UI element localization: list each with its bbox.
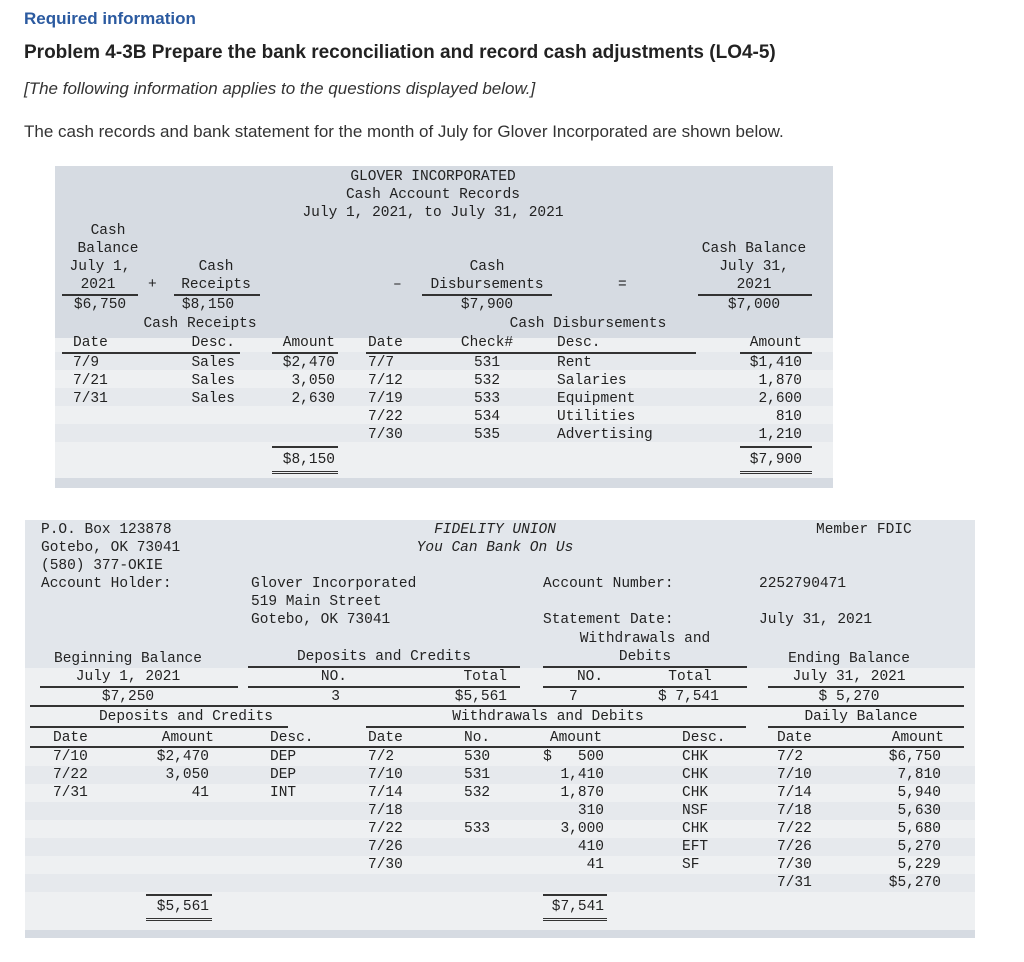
table-cell: $6,750 (888, 749, 941, 765)
intro-text: The cash records and bank statement for the month of July for Glover Incorporated are shown below. (24, 122, 784, 141)
table-row: 7/26 (777, 839, 812, 855)
table-row: 7/7 (368, 355, 395, 371)
receipts-total: $8,150 (282, 452, 335, 468)
dep-header-amount: Amount (161, 730, 214, 746)
disbursements-value: $7,900 (460, 297, 514, 313)
bank-phone: (580) 377-OKIE (41, 558, 163, 574)
table-row: 7/18 (368, 803, 403, 819)
table-cell: DEP (270, 749, 297, 765)
beg-balance-label: July 1, (69, 259, 131, 275)
table-cell: 5,940 (897, 785, 941, 801)
summary-beg-label: July 1, 2021 (75, 669, 181, 685)
table-cell: 1,870 (560, 785, 604, 801)
deposits-title: Deposits and Credits (98, 709, 274, 725)
table-cell: 5,270 (897, 839, 941, 855)
summary-end-value: $ 5,270 (818, 689, 880, 705)
summary-withdrawals-no: 7 (569, 689, 578, 705)
table-row: 7/31 (777, 875, 812, 891)
end-balance-value: $7,000 (727, 297, 781, 313)
table-cell: 530 (464, 749, 491, 765)
receipts-header-date: Date (73, 335, 108, 351)
summary-deposits-no-label: NO. (320, 669, 347, 685)
table-cell: Salaries (557, 373, 627, 389)
summary-withdrawals-total: $ 7,541 (658, 689, 719, 705)
receipts-header-desc: Desc. (191, 335, 235, 351)
table-cell: 310 (577, 803, 604, 819)
summary-beg-label: Beginning Balance (54, 651, 202, 667)
bank-name: FIDELITY UNION (434, 522, 556, 538)
table-cell: Equipment (557, 391, 636, 407)
disbursements-label: Cash (469, 259, 505, 275)
table-cell: 5,229 (897, 857, 941, 873)
receipts-value: $8,150 (181, 297, 235, 313)
table-cell: EFT (682, 839, 709, 855)
account-number-value: 2252790471 (759, 576, 847, 592)
summary-deposits-no: 3 (331, 689, 340, 705)
table-cell: 534 (473, 409, 501, 425)
beg-balance-label: 2021 (80, 277, 116, 293)
summary-deposits-label: Deposits and Credits (296, 649, 472, 665)
table-cell: Rent (557, 355, 592, 371)
disb-header-amount: Amount (749, 335, 802, 351)
table-row: 7/22 (53, 767, 88, 783)
table-cell: 3,050 (291, 373, 335, 389)
bank-address-line: P.O. Box 123878 (41, 522, 172, 538)
table-cell: 2,600 (758, 391, 802, 407)
table-row: 7/14 (777, 785, 812, 801)
table-cell: 410 (577, 839, 604, 855)
table-row: 7/30 (368, 427, 403, 443)
table-cell: $2,470 (156, 749, 209, 765)
company-title: GLOVER INCORPORATED (350, 169, 516, 185)
dep-header-desc: Desc. (270, 730, 314, 746)
table-cell: 531 (473, 355, 501, 371)
disbursements-total: $7,900 (749, 452, 802, 468)
table-cell: CHK (682, 821, 709, 837)
receipts-header-amount: Amount (282, 335, 335, 351)
summary-end-label: July 31, 2021 (792, 669, 906, 685)
summary-deposits-total-label: Total (463, 669, 507, 685)
table-cell: 2,630 (291, 391, 335, 407)
table-cell: $5,270 (888, 875, 941, 891)
summary-end-label: Ending Balance (788, 651, 910, 667)
bank-slogan: You Can Bank On Us (416, 540, 574, 556)
table-cell: 7,810 (897, 767, 941, 783)
beg-balance-label: Cash (90, 223, 126, 239)
table-cell: 532 (464, 785, 491, 801)
disb-header-date: Date (368, 335, 403, 351)
table-cell: 3,050 (165, 767, 209, 783)
table-row: 7/22 (368, 409, 403, 425)
wd-header-amount: Amount (549, 730, 603, 746)
table-cell: SF (682, 857, 700, 873)
wd-header-no: No. (464, 730, 491, 746)
account-number-label: Account Number: (543, 576, 674, 592)
statement-date-label: Statement Date: (543, 612, 674, 628)
table-row: 7/22 (777, 821, 812, 837)
table-row: 7/14 (368, 785, 403, 801)
table-cell: 1,210 (758, 427, 802, 443)
table-cell: 5,630 (897, 803, 941, 819)
account-holder-label: Account Holder: (41, 576, 172, 592)
summary-beg-value: $7,250 (101, 689, 155, 705)
table-cell: Utilities (557, 409, 636, 425)
table-cell: 1,870 (758, 373, 802, 389)
table-cell: 41 (586, 857, 604, 873)
table-cell: 3,000 (560, 821, 604, 837)
required-information-heading: Required information (24, 9, 196, 28)
summary-withdrawals-no-label: NO. (576, 669, 604, 685)
disb-header-desc: Desc. (557, 335, 601, 351)
bank-address-line: Gotebo, OK 73041 (41, 540, 181, 556)
end-balance-label: Cash Balance (701, 241, 807, 257)
end-balance-label: July 31, (719, 259, 789, 275)
holder-city: Gotebo, OK 73041 (251, 612, 391, 628)
holder-name: Glover Incorporated (251, 576, 417, 592)
table-row: 7/10 (368, 767, 403, 783)
withdrawals-title: Withdrawals and Debits (452, 709, 644, 725)
table-cell: 533 (473, 391, 501, 407)
minus-sign: – (393, 277, 402, 293)
equals-sign: = (618, 277, 627, 293)
withdrawals-total: $7,541 (551, 899, 604, 915)
deposits-total: $5,561 (156, 899, 209, 915)
table-cell: 531 (464, 767, 491, 783)
table-cell: 532 (473, 373, 501, 389)
table-row: 7/31 (53, 785, 88, 801)
table-row: 7/2 (368, 749, 395, 765)
applies-note: [The following information applies to the questions displayed below.] (24, 79, 536, 98)
plus-sign: + (148, 277, 157, 293)
problem-title: Problem 4-3B Prepare the bank reconciliation and record cash adjustments (LO4-5) (24, 42, 776, 63)
table-row: 7/30 (368, 857, 403, 873)
table-cell: $1,410 (749, 355, 802, 371)
daily-balance-title: Daily Balance (804, 709, 918, 725)
table-cell: 533 (464, 821, 491, 837)
company-period: July 1, 2021, to July 31, 2021 (302, 205, 564, 221)
table-row: 7/26 (368, 839, 403, 855)
table-row: 7/12 (368, 373, 403, 389)
company-subtitle: Cash Account Records (345, 187, 521, 203)
member-fdic: Member FDIC (816, 522, 912, 538)
table-cell: 535 (473, 427, 501, 443)
table-row: 7/10 (777, 767, 812, 783)
table-cell: NSF (682, 803, 709, 819)
beg-balance-label: Balance (77, 241, 139, 257)
end-balance-label: 2021 (736, 277, 772, 293)
table-cell: Sales (191, 355, 235, 371)
table-cell: Sales (191, 391, 235, 407)
table-cell: 41 (191, 785, 209, 801)
table-row: 7/21 (73, 373, 108, 389)
beg-balance-value: $6,750 (73, 297, 127, 313)
wd-header-date: Date (368, 730, 403, 746)
cash-receipts-title: Cash Receipts (143, 316, 257, 332)
table-cell: DEP (270, 767, 297, 783)
receipts-label: Receipts (181, 277, 251, 293)
disb-header-check: Check# (460, 335, 514, 351)
table-row: 7/10 (53, 749, 88, 765)
table-row: 7/18 (777, 803, 812, 819)
daily-header-date: Date (777, 730, 812, 746)
table-cell: Sales (191, 373, 235, 389)
dep-header-date: Date (53, 730, 88, 746)
table-row: 7/2 (777, 749, 804, 765)
table-row: 7/30 (777, 857, 812, 873)
summary-withdrawals-total-label: Total (668, 669, 712, 685)
table-row: 7/9 (73, 355, 100, 371)
table-cell: 810 (775, 409, 802, 425)
table-cell: CHK (682, 767, 709, 783)
summary-withdrawals-label: Debits (618, 649, 672, 665)
statement-date-value: July 31, 2021 (759, 612, 873, 628)
wd-header-desc: Desc. (682, 730, 726, 746)
table-row: 7/22 (368, 821, 403, 837)
summary-deposits-total: $5,561 (454, 689, 507, 705)
table-cell: 1,410 (560, 767, 604, 783)
receipts-label: Cash (198, 259, 234, 275)
table-cell: CHK (682, 785, 709, 801)
table-cell: $ 500 (543, 749, 604, 765)
daily-header-amount: Amount (891, 730, 944, 746)
table-cell: 5,680 (897, 821, 941, 837)
table-cell: CHK (682, 749, 709, 765)
table-cell: Advertising (557, 427, 653, 443)
table-cell: $2,470 (282, 355, 335, 371)
holder-street: 519 Main Street (251, 594, 382, 610)
cash-disbursements-title: Cash Disbursements (509, 316, 667, 332)
table-row: 7/31 (73, 391, 108, 407)
table-cell: INT (270, 785, 297, 801)
disbursements-label: Disbursements (430, 277, 544, 293)
table-row: 7/19 (368, 391, 403, 407)
summary-withdrawals-label: Withdrawals and (579, 631, 711, 647)
